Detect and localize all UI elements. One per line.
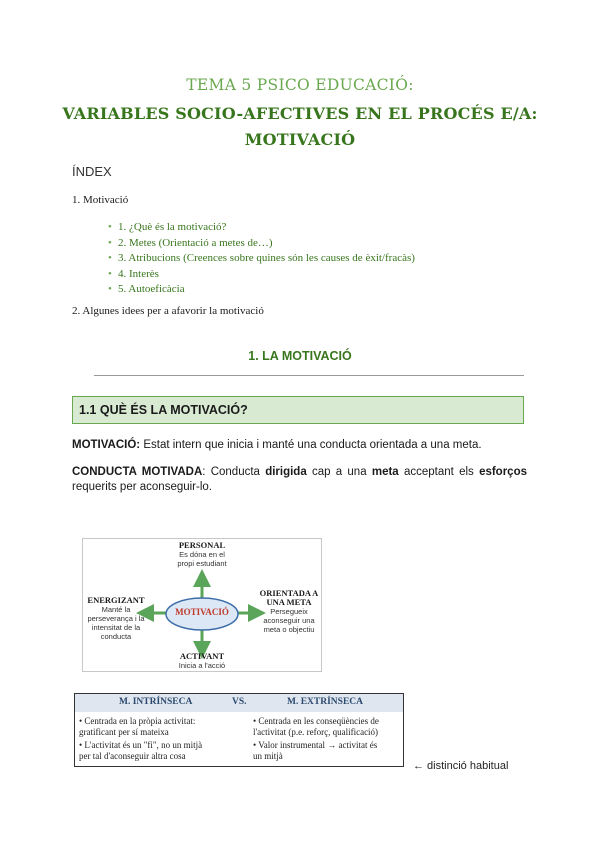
diagram-center-label: MOTIVACIÓ bbox=[175, 607, 229, 617]
intrinsic-extrinsic-comparison bbox=[74, 693, 404, 767]
comparison-left-head: M. INTRÍNSECA bbox=[119, 697, 193, 707]
comparison-right-head: M. EXTRÍNSECA bbox=[287, 697, 364, 707]
section-title: 1. LA MOTIVACIÓ bbox=[248, 349, 352, 363]
index-item-2: 2. Algunes idees per a afavorir la motivació bbox=[72, 305, 264, 317]
subsection-heading-box bbox=[72, 396, 524, 424]
comparison-right-point-1: • Centrada en les conseqüències de l'activitat (p.e. reforç, qualificació) bbox=[253, 716, 379, 737]
motivation-diagram bbox=[82, 538, 322, 672]
diagram-personal: PERSONAL Es dóna en el propi estudiant bbox=[177, 540, 227, 568]
comparison-vs: VS. bbox=[232, 697, 247, 707]
index-subitem: • 4. Interès bbox=[108, 267, 159, 280]
diagram-orientada: ORIENTADA A UNA META Persegueix aconseguir una meta o objectiu bbox=[259, 588, 319, 634]
diagram-activant: ACTIVANT Inicia a l'acció bbox=[178, 651, 226, 670]
comparison-header bbox=[75, 694, 403, 712]
index-subitem: • 5. Autoeficàcia bbox=[108, 283, 185, 295]
index-subitem: • 1. ¿Què és la motivació? bbox=[108, 221, 227, 233]
index-subitem: • 2. Metes (Orientació a metes de…) bbox=[108, 236, 273, 249]
index-sublist bbox=[108, 220, 415, 298]
doc-title-line2: VARIABLES SOCIO-AFECTIVES EN EL PROCÉS E/A: bbox=[62, 104, 538, 123]
subsection-title: 1.1 QUÈ ÉS LA MOTIVACIÓ? bbox=[79, 403, 248, 417]
handwritten-note: ← distinció habitual bbox=[413, 760, 509, 772]
comparison-left-point-1: • Centrada en la pròpia activitat: gratificant per sí mateixa bbox=[79, 716, 196, 737]
index-heading: ÍNDEX bbox=[72, 164, 112, 179]
doc-title-line3: MOTIVACIÓ bbox=[244, 130, 356, 149]
comparison-left-point-2: • L'activitat és un "fi", no un mitjà per tal d'aconseguir altra cosa bbox=[79, 740, 203, 761]
comparison-right-point-2: • Valor instrumental → activitat és un mitjà bbox=[253, 740, 378, 761]
doc-title-line1: TEMA 5 PSICO EDUCACIÓ: bbox=[186, 76, 414, 94]
index-item-1: 1. Motivació bbox=[72, 194, 129, 206]
diagram-energizant: ENERGIZANT Manté la perseverança i la intensitat de la conducta bbox=[87, 595, 145, 641]
index-subitem: • 3. Atribucions (Creences sobre quines són les causes de èxit/fracàs) bbox=[108, 252, 415, 264]
definition-motivacio: MOTIVACIÓ: Estat intern que inicia i manté una conducta orientada a una meta. bbox=[72, 439, 482, 451]
definition-conducta: CONDUCTA MOTIVADA: Conducta dirigida cap a una meta acceptant els esforços requerits per aconseguir-lo. bbox=[72, 466, 527, 493]
section-divider bbox=[94, 375, 524, 376]
